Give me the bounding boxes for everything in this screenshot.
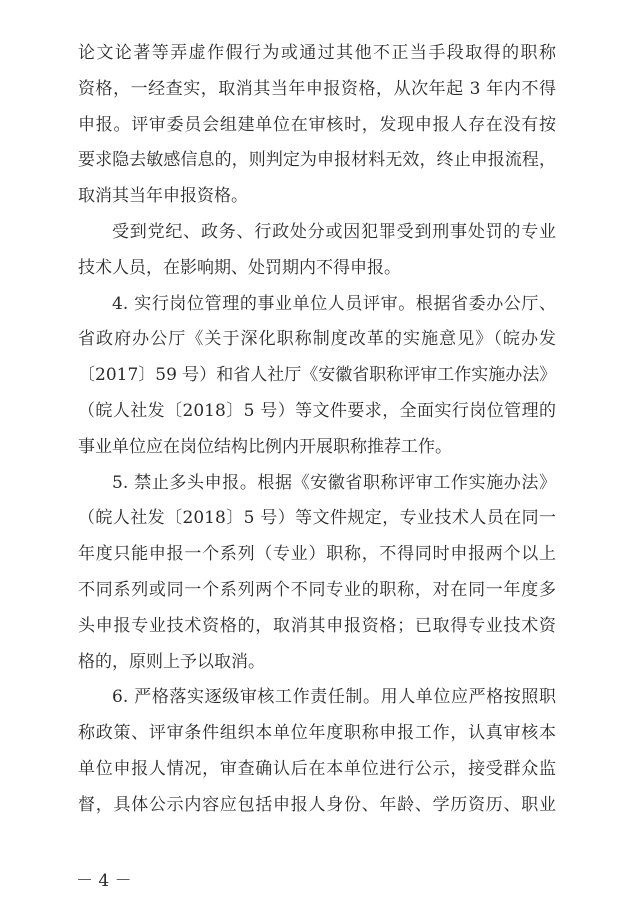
paragraph-line: 格的，原则上予以取消。 <box>78 651 265 672</box>
paragraph-line: 年度只能申报一个系列（专业）职称，不得同时申报两个以上 <box>78 544 556 565</box>
paragraph-line: 申报。评审委员会组建单位在审核时，发现申报人存在没有按 <box>78 114 556 135</box>
paragraph-line: 事业单位应在岗位结构比例内开展职称推荐工作。 <box>78 436 452 457</box>
paragraph-line: 头申报专业技术资格的，取消其申报资格；已取得专业技术资 <box>78 615 556 636</box>
paragraph-line: 督，具体公示内容应包括申报人身份、年龄、学历资历、职业 <box>78 794 556 815</box>
paragraph-line: 5. 禁止多头申报。根据《安徽省职称评审工作实施办法》 <box>112 472 556 493</box>
paragraph-line: 技术人员，在影响期、处罚期内不得申报。 <box>78 257 401 278</box>
paragraph-line: 要求隐去敏感信息的，则判定为申报材料无效，终止申报流程， <box>78 150 556 171</box>
paragraph-line: 资格，一经查实，取消其当年申报资格，从次年起 3 年内不得 <box>78 78 556 99</box>
paragraph-line: 不同系列或同一个系列两个不同专业的职称，对在同一年度多 <box>78 579 556 600</box>
paragraph-line: 〔2017〕59 号）和省人社厅《安徽省职称评审工作实施办法》 <box>78 365 556 386</box>
paragraph-line: （皖人社发〔2018〕5 号）等文件规定，专业技术人员在同一 <box>78 508 556 529</box>
paragraph-line: 论文论著等弄虚作假行为或通过其他不正当手段取得的职称 <box>78 43 556 63</box>
document-body <box>78 36 556 824</box>
page-number: － 4 － <box>76 871 132 891</box>
paragraph-line: 受到党纪、政务、行政处分或因犯罪受到刑事处罚的专业 <box>112 221 556 242</box>
paragraph-line: 6. 严格落实逐级审核工作责任制。用人单位应严格按照职 <box>112 687 556 708</box>
paragraph-line: （皖人社发〔2018〕5 号）等文件要求，全面实行岗位管理的 <box>78 400 556 421</box>
paragraph-line: 省政府办公厅《关于深化职称制度改革的实施意见》（皖办发 <box>78 329 556 350</box>
paragraph-line: 单位申报人情况，审查确认后在本单位进行公示，接受群众监 <box>78 758 556 779</box>
paragraph-line: 称政策、评审条件组织本单位年度职称申报工作，认真审核本 <box>78 723 556 744</box>
paragraph-line: 4. 实行岗位管理的事业单位人员评审。根据省委办公厅、 <box>112 293 556 314</box>
paragraph-line: 取消其当年申报资格。 <box>78 186 248 207</box>
